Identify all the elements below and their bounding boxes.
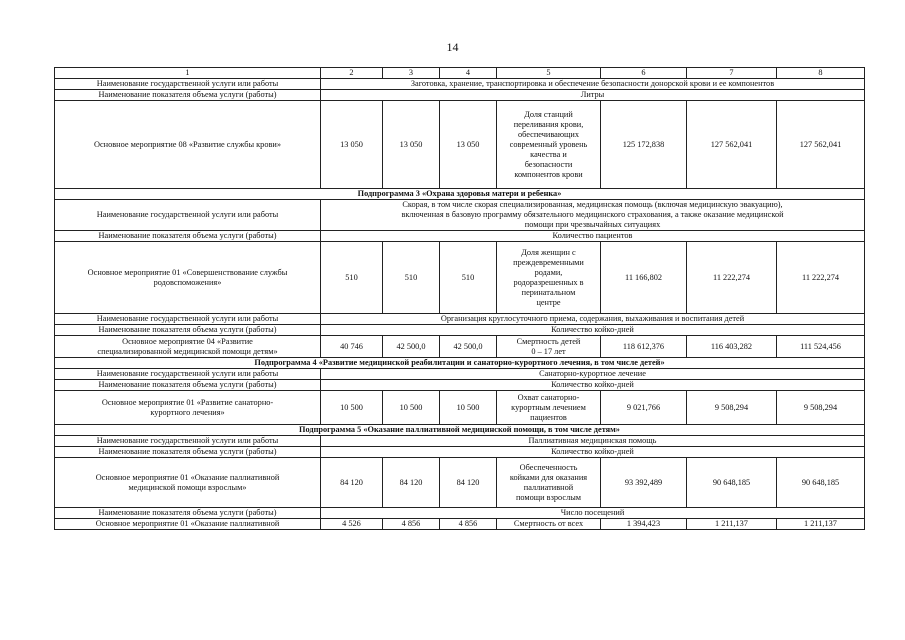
event-row [55,242,865,314]
quality-indicator: Доля станций переливания крови, обеспечивающих современный уровень качества и безопасности компонентов крови [497,101,601,189]
service-name: Паллиативная медицинская помощь [321,436,865,447]
cost-value: 111 524,456 [777,336,865,358]
indicator-row [55,90,865,101]
indicator-units: Количество койко-дней [321,380,865,391]
service-label: Наименование государственной услуги или работы [55,369,321,380]
quality-indicator: Охват санаторно- курортным лечением пациентов [497,391,601,425]
cost-value: 127 562,041 [777,101,865,189]
volume-value: 84 120 [440,458,497,508]
page-number: 14 [446,40,459,54]
quality-indicator: Доля женщин с преждевременными родами, родоразрешенных в перинатальном центре [497,242,601,314]
volume-value: 13 050 [321,101,383,189]
cost-value: 118 612,376 [601,336,687,358]
cost-value: 125 172,838 [601,101,687,189]
service-row [55,314,865,325]
column-header: 3 [383,68,440,79]
subprogram-row [55,358,865,369]
indicator-label: Наименование показателя объема услуги (работы) [55,380,321,391]
event-row [55,336,865,358]
indicator-row [55,231,865,242]
volume-value: 10 500 [321,391,383,425]
service-row [55,79,865,90]
service-row [55,369,865,380]
cost-value: 90 648,185 [687,458,777,508]
volume-value: 510 [383,242,440,314]
cost-value: 11 222,274 [687,242,777,314]
event-name: Основное мероприятие 01 «Оказание паллиативной [55,519,321,530]
column-header: 5 [497,68,601,79]
volume-value: 4 856 [383,519,440,530]
indicator-row [55,380,865,391]
volume-value: 10 500 [440,391,497,425]
subprogram-title: Подпрограмма 5 «Оказание паллиативной медицинской помощи, в том числе детям» [55,425,865,436]
indicator-row [55,447,865,458]
event-name: Основное мероприятие 08 «Развитие службы крови» [55,101,321,189]
event-name: Основное мероприятие 04 «Развитие специализированной медицинской помощи детям» [55,336,321,358]
cost-value: 1 394,423 [601,519,687,530]
service-name: Скорая, в том числе скорая специализированная, медицинская помощь (включая медицинскую эвакуацию), включенная в базовую программу обязательного медицинского страхования, а также оказание медицинской помощи при чрезвычайных ситуациях [321,200,865,231]
service-row [55,436,865,447]
column-header: 8 [777,68,865,79]
service-name: Санаторно-курортное лечение [321,369,865,380]
indicator-units: Число посещений [321,508,865,519]
indicator-label: Наименование показателя объема услуги (работы) [55,325,321,336]
column-header: 6 [601,68,687,79]
cost-value: 116 403,282 [687,336,777,358]
indicator-label: Наименование показателя объема услуги (работы) [55,508,321,519]
service-label: Наименование государственной услуги или работы [55,200,321,231]
cost-value: 127 562,041 [687,101,777,189]
volume-value: 13 050 [440,101,497,189]
service-label: Наименование государственной услуги или работы [55,79,321,90]
cost-value: 90 648,185 [777,458,865,508]
subprogram-row [55,425,865,436]
service-row [55,200,865,231]
volume-value: 10 500 [383,391,440,425]
event-name: Основное мероприятие 01 «Развитие санаторно- курортного лечения» [55,391,321,425]
quality-indicator: Смертность от всех [497,519,601,530]
event-row [55,101,865,189]
service-label: Наименование государственной услуги или работы [55,436,321,447]
indicator-units: Количество койко-дней [321,325,865,336]
service-name: Организация круглосуточного приема, содержания, выхаживания и воспитания детей [321,314,865,325]
indicator-units: Количество пациентов [321,231,865,242]
subprogram-row [55,189,865,200]
volume-value: 42 500,0 [440,336,497,358]
event-row [55,391,865,425]
services-table [54,67,865,530]
indicator-label: Наименование показателя объема услуги (работы) [55,447,321,458]
quality-indicator: Обеспеченность койками для оказания паллиативной помощи взрослым [497,458,601,508]
cost-value: 9 021,766 [601,391,687,425]
column-header: 7 [687,68,777,79]
volume-value: 84 120 [321,458,383,508]
volume-value: 510 [440,242,497,314]
indicator-units: Литры [321,90,865,101]
cost-value: 1 211,137 [687,519,777,530]
indicator-row [55,325,865,336]
cost-value: 9 508,294 [687,391,777,425]
volume-value: 84 120 [383,458,440,508]
cost-value: 93 392,489 [601,458,687,508]
cost-value: 9 508,294 [777,391,865,425]
cost-value: 1 211,137 [777,519,865,530]
event-row [55,519,865,530]
cost-value: 11 166,802 [601,242,687,314]
volume-value: 4 856 [440,519,497,530]
volume-value: 42 500,0 [383,336,440,358]
quality-indicator: Смертность детей 0 – 17 лет [497,336,601,358]
table-header-row [55,68,865,79]
subprogram-title: Подпрограмма 3 «Охрана здоровья матери и ребенка» [55,189,865,200]
volume-value: 13 050 [383,101,440,189]
volume-value: 40 746 [321,336,383,358]
indicator-label: Наименование показателя объема услуги (работы) [55,231,321,242]
column-header: 1 [55,68,321,79]
indicator-units: Количество койко-дней [321,447,865,458]
service-label: Наименование государственной услуги или работы [55,314,321,325]
volume-value: 4 526 [321,519,383,530]
column-header: 4 [440,68,497,79]
event-name: Основное мероприятие 01 «Оказание паллиативной медицинской помощи взрослым» [55,458,321,508]
service-name: Заготовка, хранение, транспортировка и обеспечение безопасности донорской крови и ее компонентов [321,79,865,90]
indicator-label: Наименование показателя объема услуги (работы) [55,90,321,101]
subprogram-title: Подпрограмма 4 «Развитие медицинской реабилитации и санаторно-курортного лечения, в том числе детей» [55,358,865,369]
cost-value: 11 222,274 [777,242,865,314]
indicator-row [55,508,865,519]
event-name: Основное мероприятие 01 «Совершенствование службы родовспоможения» [55,242,321,314]
event-row [55,458,865,508]
volume-value: 510 [321,242,383,314]
column-header: 2 [321,68,383,79]
